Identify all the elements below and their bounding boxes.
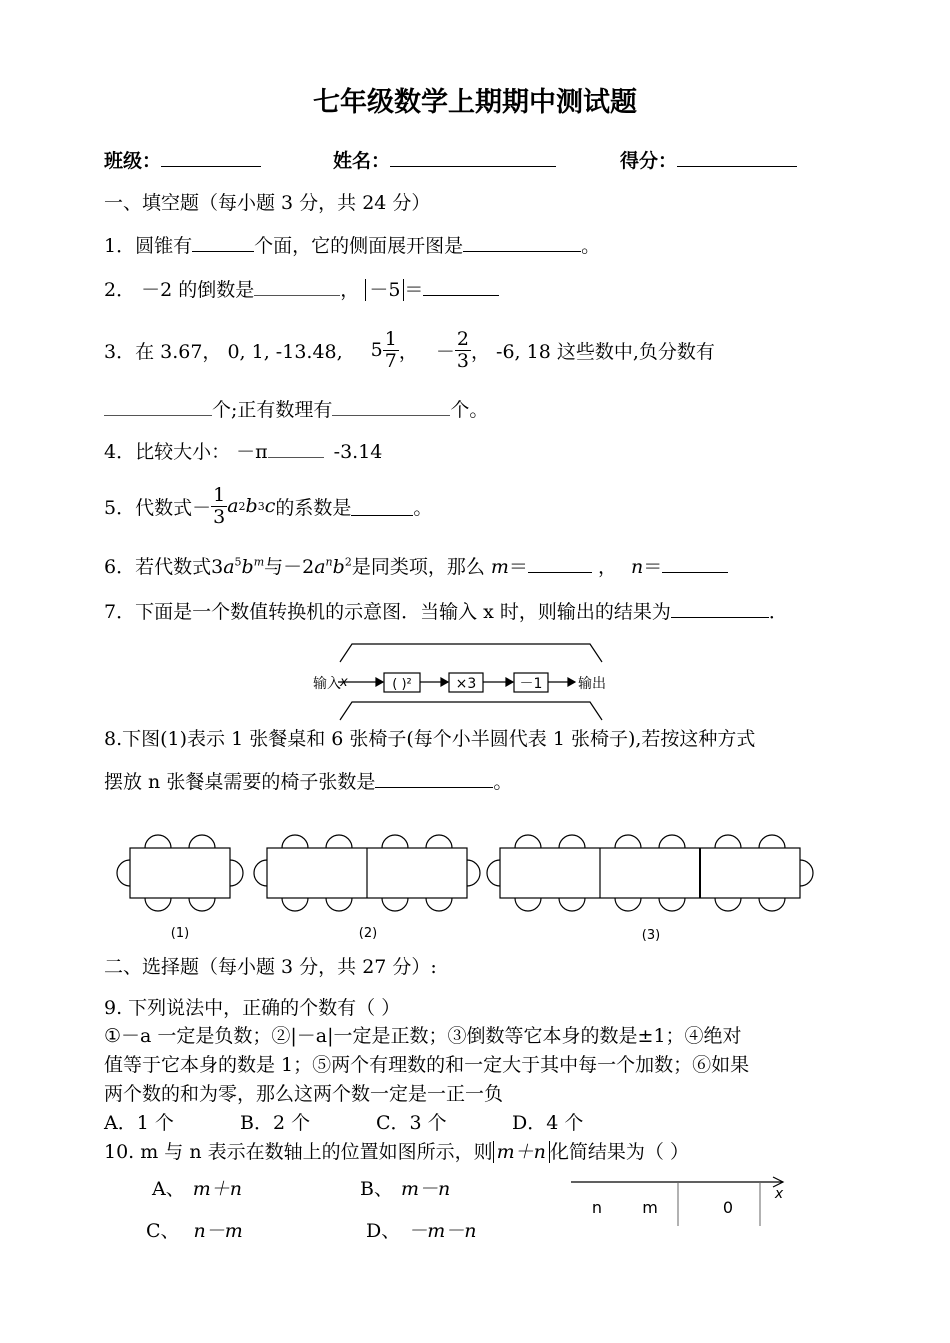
q1-blank-2[interactable]	[463, 233, 581, 252]
q7-blank[interactable]	[671, 599, 769, 618]
question-10-stem	[104, 1137, 689, 1164]
q1-blank-1[interactable]	[192, 233, 254, 252]
q5-blank[interactable]	[351, 497, 413, 516]
question-9-stem: 9. 下列说法中，正确的个数有（ ）	[104, 997, 401, 1019]
q5-frac-num: 1	[213, 483, 226, 506]
q10-option-d[interactable]	[366, 1216, 477, 1243]
name-field	[333, 146, 556, 173]
q2-blank-1[interactable]	[254, 277, 340, 296]
machine-minus-1-box: －1	[519, 676, 543, 692]
q5-text-c: 。	[413, 496, 433, 519]
chair-semicircle	[254, 860, 267, 886]
q6-term2-exp-a: n	[325, 555, 333, 569]
q6-var-n: n	[631, 556, 644, 578]
q9-option-c[interactable]: C．3 个	[376, 1112, 447, 1134]
question-6	[104, 552, 728, 579]
chair-semicircle	[615, 835, 641, 848]
chair-semicircle	[715, 835, 741, 848]
chair-semicircle	[382, 898, 408, 911]
q8-text: 摆放 n 张餐桌需要的椅子张数是	[104, 771, 376, 793]
machine-times-3-box: ×3	[455, 676, 477, 692]
q10-option-a-letter: A、	[152, 1178, 185, 1200]
q3-frac-den: 3	[456, 349, 469, 372]
question-3	[104, 322, 715, 378]
q6-term2-b: b	[332, 556, 345, 578]
chair-semicircle	[467, 860, 480, 886]
q1-text-c: 。	[581, 235, 601, 257]
table-group-1	[130, 848, 230, 898]
q4-text-b: -3.14	[333, 441, 383, 463]
number-line-x: x	[774, 1186, 784, 1202]
chair-semicircle	[715, 898, 741, 911]
q6-text-mid: 与－2	[264, 556, 315, 578]
q9-option-b[interactable]: B．2 个	[240, 1112, 311, 1134]
chair-semicircle	[759, 898, 785, 911]
q6-comma: ，	[597, 556, 617, 578]
dining-tables-diagram	[100, 820, 840, 948]
q6-equals-1: ＝	[508, 556, 528, 578]
number-line-n: n	[591, 1198, 603, 1217]
question-3-line-2	[104, 395, 488, 422]
score-field	[620, 146, 797, 173]
question-5	[104, 478, 432, 534]
q3-mixed-fraction	[383, 329, 399, 372]
machine-input-x: x	[340, 675, 348, 690]
q1-text-a: 1．圆锥有	[104, 235, 193, 257]
chair-semicircle	[282, 835, 308, 848]
chair-semicircle	[230, 860, 243, 886]
class-label: 班级：	[104, 150, 162, 172]
score-blank[interactable]	[677, 148, 797, 167]
chair-semicircle	[515, 835, 541, 848]
q6-blank-m[interactable]	[528, 554, 592, 573]
q5-var-b: b	[245, 495, 258, 517]
q3-mixed-whole: 5	[370, 339, 383, 361]
q3-mixed-den: 7	[384, 349, 397, 372]
machine-square-box: ( )²	[392, 677, 412, 692]
page-title: 七年级数学上期期中测试题	[313, 87, 637, 118]
q6-blank-n[interactable]	[662, 554, 728, 573]
q5-var-c: c	[264, 495, 276, 517]
question-1	[104, 231, 600, 258]
q10-absolute-value: m＋n	[493, 1141, 550, 1163]
q3-text-b: ， -6, 18 这些数中,负分数有	[470, 340, 715, 363]
section-2-heading: 二、选择题（每小题 3 分，共 27 分）:	[104, 956, 437, 978]
q6-term2-exp-b: 2	[344, 555, 352, 569]
q10-text-a: 10. m 与 n 表示在数轴上的位置如图所示，则	[104, 1141, 493, 1163]
q3-mixed-num: 1	[384, 327, 397, 350]
class-blank[interactable]	[161, 148, 261, 167]
q2-text-a: 2． －2 的倒数是	[104, 279, 255, 301]
chair-semicircle	[326, 835, 352, 848]
q6-term1-exp-b: m	[253, 555, 265, 569]
q6-text-b: 是同类项，那么	[351, 556, 485, 578]
chair-semicircle	[800, 860, 813, 886]
machine-output-label: 输出	[578, 676, 606, 692]
q10-option-d-letter: D、	[366, 1220, 401, 1242]
chair-semicircle	[189, 898, 215, 911]
chair-semicircle	[515, 898, 541, 911]
q5-exp-3: 3	[257, 499, 265, 513]
chair-semicircle	[426, 898, 452, 911]
q10-option-c-value: n－m	[193, 1220, 243, 1242]
table-label-2: (2)	[358, 926, 378, 941]
q5-text-a: 5．代数式－	[104, 496, 212, 519]
chair-semicircle	[659, 835, 685, 848]
q3-blank-2[interactable]	[332, 397, 450, 416]
q6-term1-exp-a: 5	[234, 555, 242, 569]
q3-text-d: 个。	[450, 399, 489, 421]
q6-term1-a: a	[223, 556, 235, 578]
name-label: 姓名：	[333, 150, 391, 172]
chair-semicircle	[487, 860, 500, 886]
chair-semicircle	[145, 898, 171, 911]
q3-blank-1[interactable]	[104, 397, 212, 416]
q10-option-c[interactable]	[146, 1216, 243, 1243]
q10-option-a-value: m＋n	[192, 1178, 242, 1200]
q9-option-d[interactable]: D．4 个	[512, 1112, 584, 1134]
q5-fraction	[211, 485, 227, 528]
q8-end: 。	[493, 771, 513, 793]
chair-semicircle	[382, 835, 408, 848]
q3-text-c: 个;正有数理有	[212, 399, 333, 421]
q3-neg-fraction	[436, 329, 471, 372]
question-9-line-1: ①－a 一定是负数；②|－a|一定是正数；③倒数等它本身的数是±1；④绝对	[104, 1025, 742, 1047]
q2-absolute-value: －5	[365, 279, 404, 301]
q5-var-a: a	[227, 495, 239, 517]
name-blank[interactable]	[390, 148, 556, 167]
question-7	[104, 597, 788, 624]
question-9-line-3: 两个数的和为零，那么这两个数一定是一正一负	[104, 1083, 504, 1105]
chair-semicircle	[326, 898, 352, 911]
chair-semicircle	[145, 835, 171, 848]
q10-option-d-value: －m－n	[408, 1220, 477, 1242]
q9-option-a[interactable]: A．1 个	[104, 1112, 174, 1134]
number-line-m: m	[642, 1198, 658, 1217]
score-label: 得分：	[620, 150, 678, 172]
conversion-machine-diagram	[300, 632, 640, 728]
question-2	[104, 275, 499, 302]
q6-var-m: m	[490, 556, 509, 578]
chair-semicircle	[117, 860, 130, 886]
chair-semicircle	[189, 835, 215, 848]
table-label-1: (1)	[170, 926, 190, 941]
question-9-line-2: 值等于它本身的数是 1；⑤两个有理数的和一定大于其中每一个加数；⑥如果	[104, 1054, 750, 1076]
chair-semicircle	[659, 898, 685, 911]
q6-term2-a: a	[314, 556, 326, 578]
chair-semicircle	[559, 835, 585, 848]
chair-semicircle	[282, 898, 308, 911]
q2-equals: ＝	[404, 279, 424, 301]
q5-exp-2: 2	[238, 499, 246, 513]
q7-text: 7．下面是一个数值转换机的示意图．当输入 x 时，则输出的结果为	[104, 601, 671, 623]
machine-input-label: 输入	[313, 676, 341, 692]
section-1-heading: 一、填空题（每小题 3 分，共 24 分）	[104, 192, 431, 214]
number-line	[565, 1172, 795, 1232]
q4-blank[interactable]	[268, 439, 324, 458]
chair-semicircle	[615, 898, 641, 911]
q7-end: ．	[768, 601, 788, 623]
q5-frac-den: 3	[213, 505, 226, 528]
q8-blank[interactable]	[375, 769, 493, 788]
q10-option-b-value: m－n	[400, 1178, 451, 1200]
q3-neg-sign: －	[435, 340, 455, 363]
number-line-zero: 0	[722, 1198, 734, 1217]
q4-text-a: 4．比较大小： －π	[104, 441, 268, 463]
q3-mixed-number	[371, 329, 399, 372]
q10-option-b-letter: B、	[360, 1178, 393, 1200]
question-8-line-2	[104, 767, 512, 794]
chair-semicircle	[759, 835, 785, 848]
question-4	[104, 437, 382, 464]
q3-frac-num: 2	[456, 327, 469, 350]
q2-text-b: ，	[340, 279, 360, 301]
q3-fraction	[455, 329, 471, 372]
q1-text-b: 个面，它的侧面展开图是	[254, 235, 464, 257]
q6-equals-2: ＝	[643, 556, 663, 578]
q2-blank-2[interactable]	[423, 277, 499, 296]
q6-term1-b: b	[241, 556, 254, 578]
q10-option-b[interactable]	[360, 1174, 450, 1201]
chair-semicircle	[426, 835, 452, 848]
q6-text-a: 6．若代数式3	[104, 556, 224, 578]
q10-option-c-letter: C、	[146, 1220, 180, 1242]
question-8-line-1: 8.下图(1)表示 1 张餐桌和 6 张椅子(每个小半圆代表 1 张椅子),若按这种方式	[104, 728, 756, 750]
chair-semicircle	[559, 898, 585, 911]
q3-text-a: 3．在 3.67， 0, 1, -13.48,	[104, 340, 343, 363]
q3-comma: ，	[398, 340, 418, 363]
q5-text-b: 的系数是	[275, 496, 352, 519]
q10-option-a[interactable]	[152, 1174, 242, 1201]
q10-text-b: 化简结果为（ ）	[549, 1141, 689, 1163]
table-label-3: (3)	[641, 928, 661, 943]
table-group-3	[500, 848, 800, 898]
class-field	[104, 146, 261, 173]
